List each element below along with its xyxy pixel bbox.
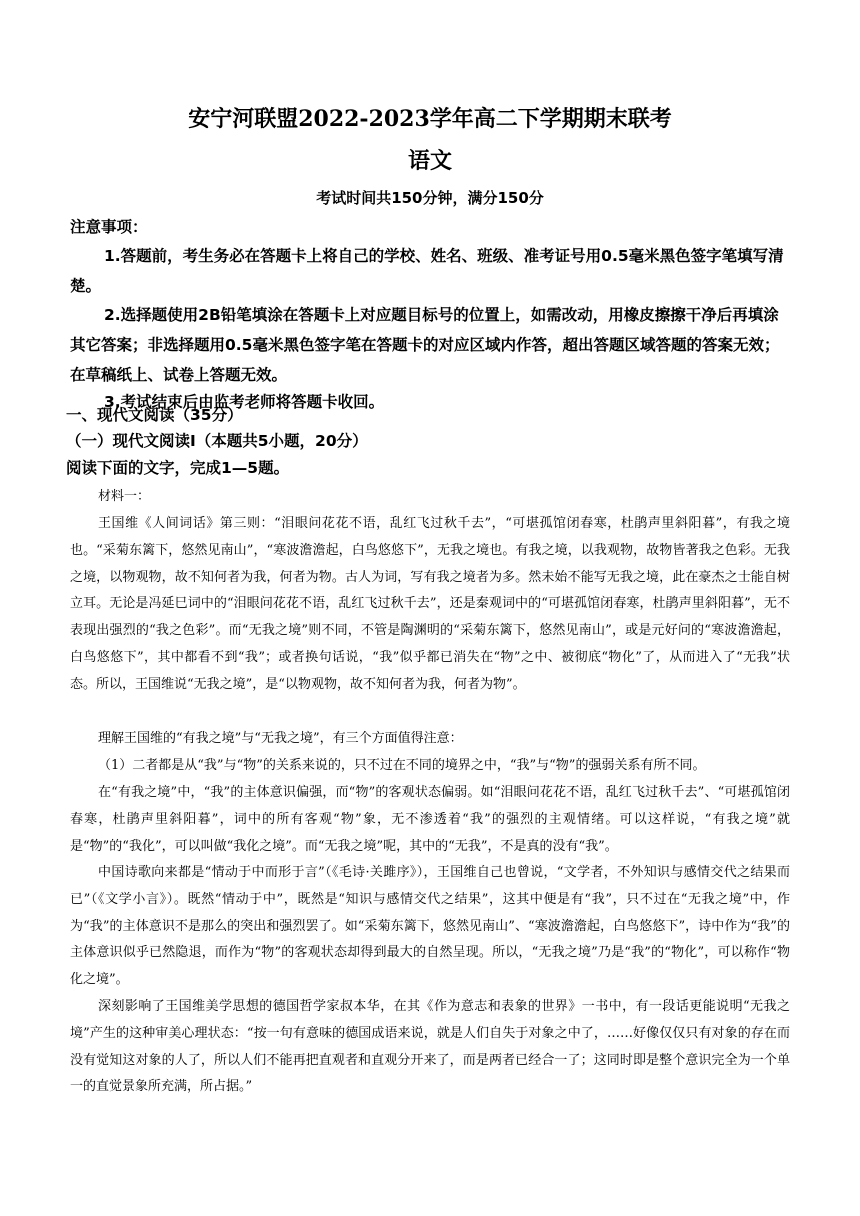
exam-info: 考试时间共150分钟，满分150分 — [316, 189, 544, 207]
section-subtitle: （一）现代文阅读I（本题共5小题，20分） — [66, 432, 368, 450]
reading-instruction: 阅读下面的文字，完成1—5题。 — [66, 459, 290, 477]
subject-title: 语文 — [407, 148, 452, 174]
material-paragraph-2: 理解王国维的“有我之境”与“无我之境”，有三个方面值得注意： — [98, 731, 463, 746]
material-paragraph-5: 中国诗歌向来都是“情动于中而形于言”（《毛诗·关雎序》），王国维自己也曾说，“文学者，不外知识与感情交代之结果而已”（《文学小言》）。既然“情动于中”，既然是“知识与感情交代之结果”，这其中便是有“我”，只不过在“无我之境”中，作为“我”的主体意识不是那么的突出和强烈罢了。如“采菊东篱下，悠然见南山”、“寒波澹澹起，白鸟悠悠下”，诗中作为“我”的主体意识似乎已然隐退，而作为“物”的客观状态却得到最大的自然呈现。所以，“无我之境”乃是“我”的“物化”，可以称作“物化之境”。 — [70, 865, 790, 988]
material-paragraph-6: 深刻影响了王国维美学思想的德国哲学家叔本华，在其《作为意志和表象的世界》一书中，有一段话更能说明“无我之境”产生的这种审美心理状态：“按一句有意味的德国成语来说，就是人们自失于对象之中了，……好像仅仅只有对象的存在而没有觉知这对象的人了，所以人们不能再把直观者和直观分开来了，而是两者已经合一了；这同时即是整个意识完全为一个单一的直觉景象所充满，所占据。” — [70, 999, 790, 1095]
material-label: 材料一： — [98, 489, 151, 504]
material-paragraph-3: （1）二者都是从“我”与“物”的关系来说的，只不过在不同的境界之中，“我”与“物”的强弱关系有所不同。 — [98, 758, 706, 773]
exam-title: 安宁河联盟2022-2023学年高二下学期期末联考 — [188, 106, 672, 132]
notice-item-2: 2.选择题使用2B铅笔填涂在答题卡上对应题目标号的位置上，如需改动，用橡皮擦擦干净后再填涂其它答案；非选择题用0.5毫米黑色签字笔在答题卡的对应区域内作答，超出答题区域答题的答案无效；在草稿纸上、试卷上答题无效。 — [70, 306, 780, 384]
material-paragraph-1: 王国维《人间词话》第三则：“泪眼问花花不语，乱红飞过秋千去”，“可堪孤馆闭春寒，杜鹃声里斜阳暮”，有我之境也。“采菊东篱下，悠然见南山”，“寒波澹澹起，白鸟悠悠下”，无我之境也。有我之境，以我观物，故物皆著我之色彩。无我之境，以物观物，故不知何者为我，何者为物。古人为词，写有我之境者为多。然未始不能写无我之境，此在豪杰之士能自树立耳。无论是冯延巳词中的“泪眼问花花不语，乱红飞过秋千去”，还是秦观词中的“可堪孤馆闭春寒，杜鹃声里斜阳暮”，无不表现出强烈的“我之色彩”。而“无我之境”则不同，不管是陶渊明的“采菊东篱下，悠然见南山”，或是元好问的“寒波澹澹起，白鸟悠悠下”，其中都看不到“我”；或者换句话说，“我”似乎都已消失在“物”之中、被彻底“物化”了，从而进入了“无我”状态。所以，王国维说“无我之境”，是“以物观物，故不知何者为我，何者为物”。 — [70, 516, 790, 692]
section-title: 一、现代文阅读（35分） — [66, 406, 243, 424]
material-paragraph-4: 在“有我之境”中，“我”的主体意识偏强，而“物”的客观状态偏弱。如“泪眼问花花不语，乱红飞过秋千去”、“可堪孤馆闭春寒，杜鹃声里斜阳暮”，词中的所有客观“物”象，无不渗透着“我”的强烈的主观情绪。可以这样说，“有我之境”就是“物”的“我化”，可以叫做“我化之境”。而“无我之境”呢，其中的“无我”，不是真的没有“我”。 — [70, 785, 790, 854]
notice-heading: 注意事项： — [70, 218, 148, 236]
notice-item-3: 3.考试结束后由监考老师将答题卡收回。 — [104, 393, 385, 411]
notice-item-1: 1.答题前，考生务必在答题卡上将自己的学校、姓名、班级、准考证号用0.5毫米黑色签字笔填写清楚。 — [70, 247, 784, 295]
